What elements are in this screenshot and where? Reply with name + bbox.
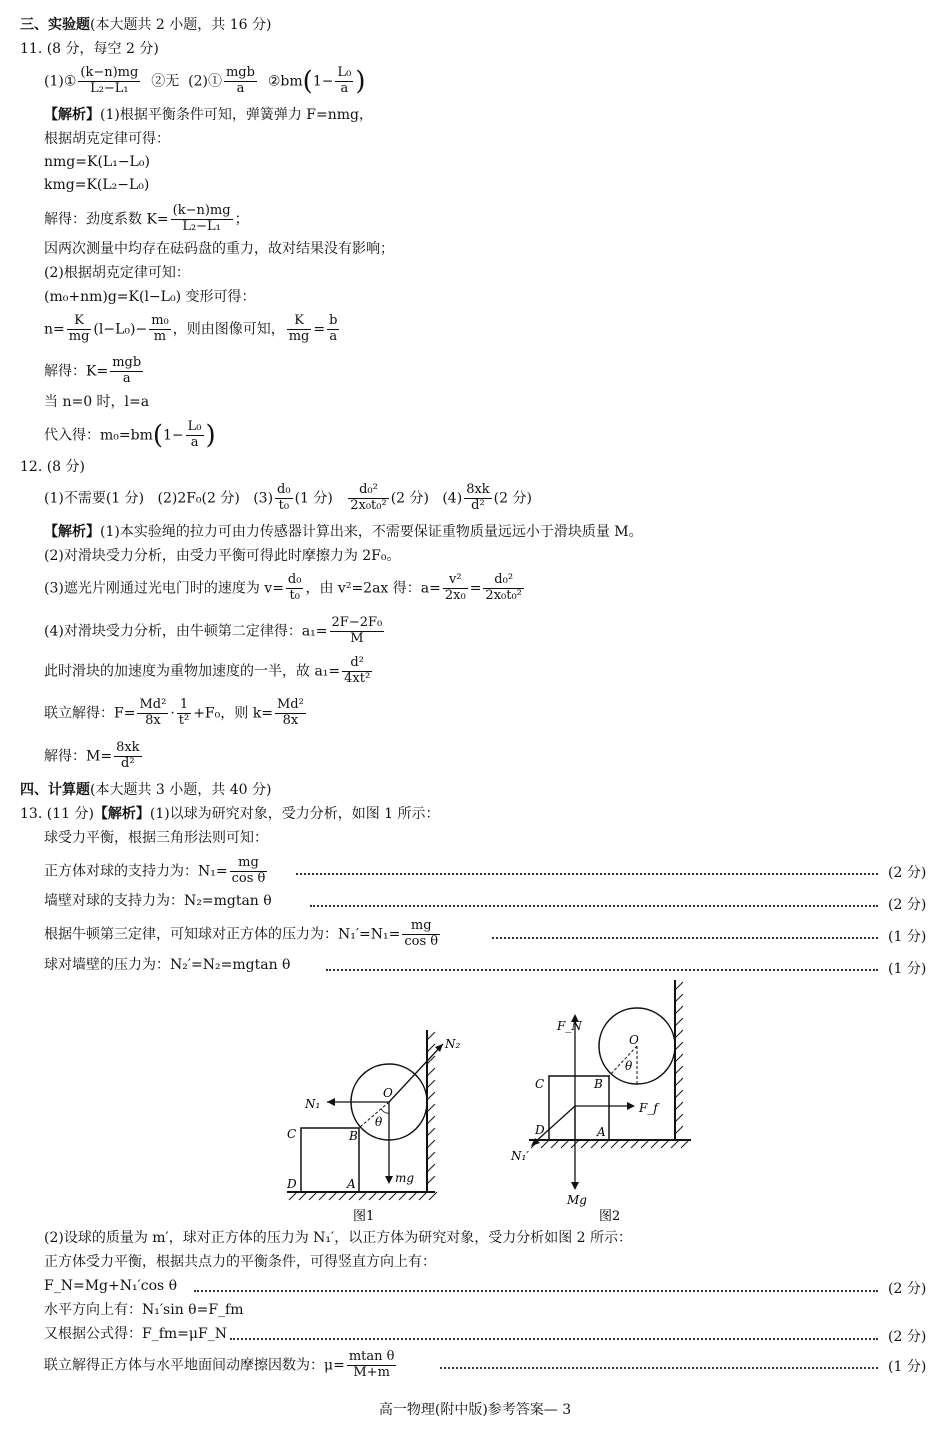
q11-ans-c: (2)①: [188, 73, 222, 90]
frac-den: d²: [121, 755, 135, 771]
q11-l4: kmg=K(L₂−L₀): [44, 177, 150, 193]
frac-num: mg: [402, 919, 440, 935]
fig2-label-mg: Mg: [567, 1193, 587, 1207]
leader-dots: [326, 969, 878, 971]
frac-num: K: [287, 314, 312, 330]
frac-den: M+m: [353, 1364, 390, 1380]
q11-l5: [44, 204, 249, 235]
q11-l9-frac4: [327, 314, 339, 345]
q11-ans-c-frac: [224, 66, 257, 97]
frac-num: Md²: [139, 697, 167, 712]
fig1-label-theta: θ: [375, 1115, 383, 1129]
frac-den: 8x: [145, 712, 161, 728]
q13-s1: [44, 856, 269, 887]
frac-den: M: [350, 630, 364, 646]
q13-s2-score: (2 分): [888, 897, 927, 913]
frac-num: d₀: [287, 572, 302, 587]
frac-den: mg: [288, 328, 310, 344]
frac-den: 2x₀: [444, 587, 466, 603]
q12-a2: (2)2F₀(2 分): [157, 490, 240, 507]
frac-num: L₀: [337, 65, 352, 80]
q11-ans-a: (1)①: [44, 73, 77, 90]
q13-jiexi-tag: 【解析】: [93, 806, 150, 822]
leader-dots: [230, 1338, 878, 1340]
frac-num: 8xk: [466, 482, 490, 497]
q13-p2-s3-frac: [347, 1350, 397, 1381]
q13-s3: [44, 919, 442, 950]
q11-l2: 根据胡克定律可得：: [44, 131, 170, 147]
q13-p2-s3-pre: 联立解得正方体与水平地面间动摩擦因数为：μ=: [44, 1357, 345, 1374]
q11-l10-frac: [110, 356, 143, 387]
figure-2: [505, 976, 715, 1228]
q11-answers: (1)① $\frac{(k-n)mg}{\text{L₂−L₁}}$ ②无 (2)① $\frac{\text{mgb}}{a}$ ②bm(1− $\frac{\text{L₀}}{a}$ ): [44, 65, 366, 97]
q12-a3b-frac: [348, 483, 388, 514]
q12-l6-mid: +F₀，则 k=: [193, 705, 273, 722]
frac-num: b: [329, 313, 338, 328]
q11-l12: 代入得：m₀=bm(1− $\frac{\text{L₀}}{a}$ ): [44, 419, 216, 451]
q12-jiexi-tag: 【解析】: [44, 524, 100, 540]
frac-num: m₀: [151, 313, 169, 328]
q11-l11: 当 n=0 时，l=a: [44, 394, 150, 410]
fig1-label-o: O: [383, 1086, 393, 1100]
frac-den: 8x: [282, 712, 299, 728]
q12-l7-frac: [114, 741, 141, 772]
q11-l5-pre: 解得：劲度系数 K=: [44, 211, 169, 228]
paren-close: ): [355, 66, 366, 97]
frac-num: (k−n)mg: [80, 65, 139, 80]
q13-s1-pre: 正方体对球的支持力为：N₁=: [44, 863, 228, 880]
leader-dots: [296, 873, 878, 875]
paren-open: (: [302, 66, 313, 97]
q13-p2-s3: [44, 1350, 398, 1381]
q11-l9-frac2: [149, 314, 171, 345]
frac-den: a: [122, 370, 131, 386]
n2-arrow: [389, 1044, 443, 1102]
q12-a4-post: (2 分): [493, 490, 532, 507]
q11-l3: nmg=K(L₁−L₀): [44, 154, 150, 170]
frac-den: 4xt²: [344, 670, 371, 686]
frac-num: d₀: [277, 482, 291, 497]
q12-l6-pre: 联立解得：F=: [44, 705, 136, 722]
frac-num: L₀: [187, 419, 202, 434]
fig2-label-o: O: [629, 1033, 639, 1047]
q11-l9-a: n=: [44, 321, 65, 338]
fig1-label-b: B: [349, 1129, 358, 1143]
contact-line: [609, 1046, 637, 1076]
q12-a3-post: (1 分): [294, 490, 333, 507]
q12-l5-pre: 此时滑块的加速度为重物加速度的一半，故 a₁=: [44, 663, 341, 680]
q13-p2-s1-score: (2 分): [888, 1281, 927, 1297]
frac-den: cos θ: [231, 870, 266, 886]
fig1-label-n2: N₂: [445, 1037, 461, 1051]
page-footer: 高一物理(附中版)参考答案— 3: [378, 1402, 572, 1418]
q12-a4-frac: [464, 483, 491, 514]
frac-num: d²: [342, 656, 372, 672]
q11-l6: 因两次测量中均存在砝码盘的重力，故对结果没有影响；: [44, 241, 394, 257]
q12-l3-frac2: [443, 573, 468, 604]
q12-l3-frac1: [286, 573, 304, 604]
section3-heading: [20, 17, 271, 33]
q12-l4-pre: (4)对滑块受力分析，由牛顿第二定律得：a₁=: [44, 623, 328, 640]
q11-l10: [44, 356, 145, 387]
q12-l6-dot: ·: [170, 705, 175, 722]
frac-num: mg: [230, 856, 268, 872]
frac-num: (k−n)mg: [172, 203, 231, 218]
q12-l3-mid: ，由 v²=2ax 得：a=: [305, 580, 441, 597]
frac-den: t₀: [289, 587, 300, 603]
q12-l6-frac1: [137, 698, 168, 729]
mg-arrowhead: [571, 1182, 579, 1190]
contact-line: [359, 1102, 389, 1128]
section4-note: (本大题共 3 小题，共 40 分): [90, 782, 272, 798]
q12-a4: (4): [442, 490, 463, 507]
frac-den: a: [329, 328, 338, 344]
section3-note: (本大题共 2 小题，共 16 分): [90, 17, 272, 33]
q11-l9: [44, 314, 341, 345]
q11-l7: (2)根据胡克定律可知：: [44, 265, 190, 281]
q11-l9-b: (l−L₀)−: [93, 321, 148, 338]
q11-l9-frac1: [67, 314, 92, 345]
q11-ans-d: ②bm: [267, 73, 303, 90]
section3-title: 三、实验题: [20, 17, 90, 33]
q12-l3-frac3: [483, 573, 523, 604]
fig2-label-fn: F_N: [557, 1019, 582, 1033]
frac-den: a: [340, 80, 349, 96]
q11-heading: 11. (8 分，每空 2 分): [20, 41, 159, 57]
leader-dots: [440, 1367, 878, 1369]
frac-num: d₀²: [348, 483, 388, 499]
frac-den: cos θ: [404, 933, 439, 949]
q13-head-post: (1)以球为研究对象，受力分析，如图 1 所示：: [149, 806, 440, 822]
frac-den: 2x₀t₀²: [485, 587, 522, 603]
paren-open: (: [152, 420, 164, 451]
ff-arrowhead: [627, 1102, 635, 1110]
figure-1: [275, 1020, 475, 1225]
q11-ans-d-frac: [335, 66, 353, 97]
q13-s2: 墙壁对球的支持力为：N₂=mgtan θ: [44, 893, 272, 909]
q11-l10-pre: 解得：K=: [44, 363, 109, 380]
fig2-caption: 图2: [599, 1209, 621, 1224]
frac-num: mgb: [225, 65, 255, 80]
q11-l12-pre: 代入得：m₀=bm: [44, 427, 153, 444]
q13-p2-s1: F_N=Mg+N₁′cos θ: [44, 1278, 178, 1294]
q13-p2-s2-score: (2 分): [888, 1329, 927, 1345]
frac-den: t₀: [278, 497, 290, 513]
q12-l7: [44, 741, 144, 772]
q11-l8: (m₀+nm)g=K(l−L₀) 变形可得：: [44, 289, 256, 305]
section4-heading: [20, 782, 271, 798]
q13-p2-s2: 又根据公式得：F_fm=μF_N: [44, 1326, 227, 1342]
leader-dots: [492, 937, 878, 939]
fig2-label-d: D: [535, 1123, 545, 1137]
ground-hatch: [531, 1140, 689, 1148]
fig2-label-n1p: N₁′: [511, 1149, 530, 1163]
q12-l5: [44, 656, 374, 687]
fig1-caption: 图1: [353, 1209, 375, 1224]
q13-s3-frac: [402, 919, 440, 950]
q12-l2: (2)对滑块受力分析，由受力平衡可得此时摩擦力为 2F₀。: [44, 548, 401, 564]
frac-den: mg: [68, 328, 90, 344]
frac-num: mgb: [112, 355, 142, 370]
q11-l5-post: ；: [234, 211, 249, 228]
frac-num: v²: [443, 573, 468, 589]
frac-num: 8xk: [116, 740, 140, 755]
q13-p2-l2: 正方体受力平衡，根据共点力的平衡条件，可得竖直方向上有：: [44, 1254, 436, 1270]
q12-l3-pre: (3)遮光片刚通过光电门时的速度为 v=: [44, 580, 284, 597]
q13-s4: 球对墙壁的压力为：N₂′=N₂=mgtan θ: [44, 957, 291, 973]
q12-l3-eq: =: [469, 580, 482, 597]
frac-num: d₀²: [483, 573, 523, 589]
fig2-label-b: B: [594, 1077, 603, 1091]
mg-arrowhead: [385, 1176, 393, 1184]
paren-close: ): [205, 420, 216, 451]
frac-den: L₂−L₁: [182, 218, 221, 234]
q12-heading: 12. (8 分): [20, 459, 85, 475]
q11-l9-c: ，则由图像可知，: [172, 321, 285, 338]
q11-ans-b: ②无: [151, 73, 180, 90]
fig1-label-c: C: [287, 1127, 297, 1141]
frac-den: 2x₀t₀²: [350, 497, 387, 513]
q12-l4: [44, 616, 386, 647]
leader-dots: [194, 1290, 878, 1292]
frac-num: 1: [177, 698, 191, 714]
q12-jiexi-line1: [44, 524, 643, 540]
q11-ans-a-frac: [78, 66, 140, 97]
fig2-label-a: A: [597, 1125, 606, 1139]
q11-jiexi-line1: [44, 107, 373, 123]
q12-l5-frac: [342, 656, 372, 687]
fig1-label-n1: N₁: [305, 1097, 321, 1111]
q13-s3-pre: 根据牛顿第三定律，可知球对正方体的压力为：N₁′=N₁=: [44, 926, 401, 943]
theta-arc: [381, 1109, 389, 1113]
fig1-label-d: D: [287, 1177, 297, 1191]
wall-hatch: [675, 982, 683, 1134]
q12-a3b-post: (2 分): [390, 490, 429, 507]
frac-num: Md²: [276, 697, 304, 712]
frac-den: a: [190, 434, 199, 450]
q11-jiexi-tag: 【解析】: [44, 107, 100, 123]
q11-l9-d: =: [313, 321, 326, 338]
q13-s3-score: (1 分): [888, 929, 927, 945]
q12-a1: (1)不需要(1 分): [44, 490, 145, 507]
q12-l3: [44, 573, 526, 604]
fig2-label-ff: F_f: [639, 1101, 658, 1115]
q11-l5-frac: [171, 204, 233, 235]
q12-l1: (1)本实验绳的拉力可由力传感器计算出来，不需要保证重物质量远远小于滑块质量 M。: [100, 524, 643, 540]
frac-den: L₂−L₁: [90, 80, 129, 96]
q12-l7-pre: 解得：M=: [44, 748, 113, 765]
q13-s1-frac: [230, 856, 268, 887]
frac-num: 2F−2F₀: [331, 615, 383, 630]
q13-p2-l3: 水平方向上有：N₁′sin θ=F_fm: [44, 1302, 244, 1318]
frac-den: d²: [471, 497, 485, 513]
q12-l6-frac3: [275, 698, 306, 729]
q13-heading: [20, 806, 440, 822]
fig2-label-c: C: [535, 1077, 545, 1091]
q12-answers: [44, 483, 532, 514]
fig1-label-mg: mg: [395, 1171, 415, 1185]
section4-title: 四、计算题: [20, 782, 90, 798]
q13-p2-s3-score: (1 分): [888, 1359, 927, 1375]
q11-l9-frac3: [287, 314, 312, 345]
q13-s1-score: (2 分): [888, 865, 927, 881]
frac-den: t²: [178, 712, 190, 728]
q11-l12-frac: [186, 420, 204, 451]
q12-l6-frac2: [177, 698, 191, 729]
q13-head: 13. (11 分): [20, 806, 94, 822]
frac-num: K: [67, 314, 92, 330]
q12-l4-frac: [330, 616, 385, 647]
frac-den: m: [153, 328, 167, 344]
q11-l1: (1)根据平衡条件可知，弹簧弹力 F=nmg，: [100, 107, 373, 123]
q12-l6: [44, 698, 308, 729]
frac-num: mtan θ: [348, 1349, 395, 1364]
leader-dots: [310, 905, 878, 907]
ground-hatch: [289, 1192, 437, 1200]
q12-a3-frac: [275, 483, 293, 514]
n1-arrowhead: [327, 1098, 335, 1106]
q13-p2-l1: (2)设球的质量为 m′，球对正方体的压力为 N₁′，以正方体为研究对象，受力分析如图 2 所示：: [44, 1230, 633, 1246]
fig1-label-a: A: [347, 1177, 356, 1191]
q12-a3: (3): [253, 490, 274, 507]
fig2-label-theta: θ: [625, 1059, 633, 1073]
frac-den: a: [236, 80, 245, 96]
q13-s4-score: (1 分): [888, 961, 927, 977]
q13-l1: 球受力平衡，根据三角形法则可知：: [44, 830, 268, 846]
